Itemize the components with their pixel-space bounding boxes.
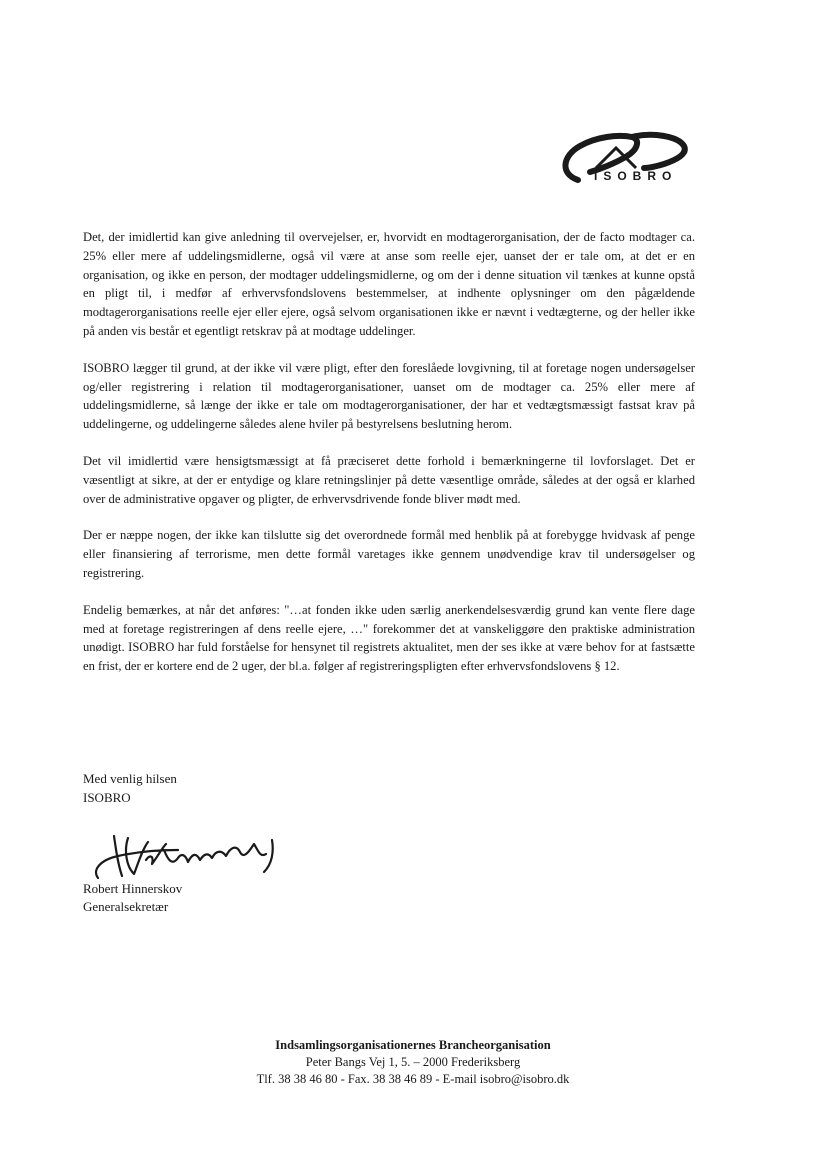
closing [83, 769, 177, 807]
letter-body [83, 228, 695, 694]
logo-wordmark: ISOBRO [594, 169, 678, 183]
paragraph-5: Endelig bemærkes, at når det anføres: "…at fonden ikke uden særlig anerkendelsesværdig grund kan vente flere dage med at foretage registreringen af dens reelle ejere, …" forekommer det at vanskeliggøre den praktiske administration unødigt. ISOBRO har fuld forståelse for hensynet til registrets aktualitet, men der ses ikke at være behov for at fastsætte en frist, der er kortere end de 2 uger, der bl.a. følger af registreringspligten efter erhvervsfondslovens § 12. [83, 602, 695, 674]
signer [83, 880, 182, 916]
paragraph-3: Det vil imidlertid være hensigtsmæssigt at få præciseret dette forhold i bemærkningerne til lovforslaget. Det er væsentligt at sikre, at der er entydige og klare retningslinjer på dette væsentlige område, således at der også er klarhed over de administrative opgaver og pligter, de erhvervsdrivende fonde bliver mødt med. [83, 453, 695, 506]
isobro-logo [556, 128, 690, 188]
footer-org-name: Indsamlingsorganisationernes Brancheorganisation [275, 1038, 551, 1052]
signer-title: Generalsekretær [83, 899, 169, 914]
closing-org: ISOBRO [83, 790, 131, 805]
signer-name: Robert Hinnerskov [83, 881, 183, 896]
letter-footer [0, 1037, 826, 1088]
footer-contact: Tlf. 38 38 46 80 - Fax. 38 38 46 89 - E-mail isobro@isobro.dk [256, 1072, 570, 1086]
handwritten-signature [88, 820, 308, 884]
paragraph-2: ISOBRO lægger til grund, at der ikke vil være pligt, efter den foreslåede lovgivning, til at foretage nogen undersøgelser og/eller registrering i relation til modtagerorganisationer, uanset om de modtager ca. 25% eller mere af uddelingsmidlerne, så længe der ikke er tale om modtagerorganisationer, der har et vedtægtsmæssigt fastsat krav på uddelingerne, og uddelingerne således alene hviler på bestyrelsens beslutning herom. [83, 360, 695, 432]
footer-address: Peter Bangs Vej 1, 5. – 2000 Frederiksberg [305, 1055, 521, 1069]
paragraph-4: Der er næppe nogen, der ikke kan tilslutte sig det overordnede formål med henblik på at forebygge hvidvask af penge eller finansiering af terrorisme, men dette formål varetages ikke gennem unødvendige krav til undersøgelser og registrering. [83, 528, 695, 580]
paragraph-1: Det, der imidlertid kan give anledning til overvejelser, er, hvorvidt en modtagerorganisation, der de facto modtager ca. 25% eller mere af uddelingsmidlerne, også vil være at anse som reelle ejer, uanset der er tale om, at det er en organisation, og ikke en person, der modtager uddelingsmidlerne, og om der i denne situation vil tænkes at kunne opstå en pligt til, i medfør af erhvervsfondslovens bestemmelser, at indhente oplysninger om den pågældende modtagerorganisations reelle ejer eller ejere, også selvom organisationen ikke er nævnt i vedtægterne, og der heller ikke på anden vis består et egentligt retskrav på at modtage uddelinger. [83, 230, 695, 338]
closing-greeting: Med venlig hilsen [83, 771, 177, 786]
